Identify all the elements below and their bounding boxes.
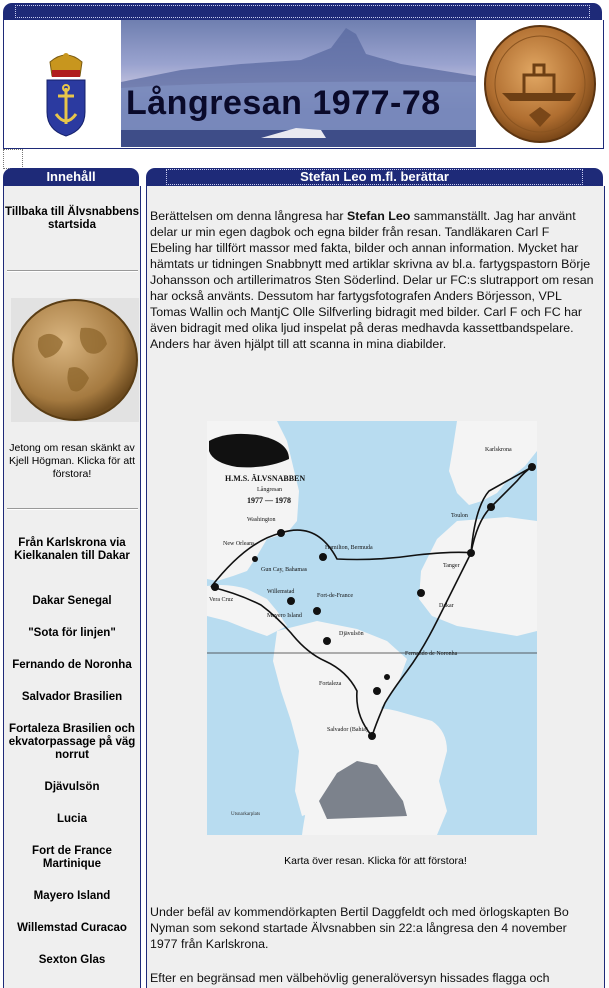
map-label-new-orleans: New Orleans bbox=[223, 541, 255, 547]
sidebar-divider bbox=[7, 270, 138, 272]
coin-caption[interactable]: Jetong om resan skänkt av Kjell Högman. Klicka för att förstora! bbox=[8, 442, 136, 480]
map-label-hamilton: Hamilton, Bermuda bbox=[325, 545, 373, 551]
map-years: 1977 — 1978 bbox=[247, 496, 291, 505]
map-label-salvador: Salvador (Bahia) bbox=[327, 727, 368, 733]
intro-text-rest: sammanställt. Jag har använt delar ur min egen dagbok och egna bilder från resan. Tandläkaren Carl F Ebeling har tillfört massor med fakta, bilder och annan information. Mycket har hämtats ur tidningen Snabbnytt med artiklar skrivna av bl.a. fartygspastorn Börje Johansson och artillerimatros Sten Söderlind. Delar ur FC:s slutrapport om resan har också använts. Dessutom har fartygsfotografen Anders Börjesson, VPL Tomas Wallin och MantjC Olle Silfverling bidragit med bilder. Carl F och FC har även bidragit med olika ljud inspelat på deras medhavda kassettbandspelare. Anders har även hjälpt till att scanna in mina diabilder. bbox=[150, 209, 594, 351]
nav-item-salvador[interactable]: Salvador Brasilien bbox=[21, 691, 123, 703]
nav-item-dakar[interactable]: Dakar Senegal bbox=[32, 595, 112, 607]
map-label-toulon: Toulon bbox=[451, 513, 468, 519]
voyage-start-paragraph: Under befäl av kommendörkapten Bertil Daggfeldt och med örlogskapten Bo Nyman som sekond startade Älvsnabben sin 22:a långresa den 4 november 1977 från Karlskrona. bbox=[150, 905, 569, 951]
author-name: Stefan Leo bbox=[347, 209, 411, 223]
main-heading bbox=[146, 168, 603, 186]
map-label-vera-cruz: Vera Cruz bbox=[209, 597, 234, 603]
jetong-coin-image[interactable] bbox=[11, 298, 139, 422]
nav-item-sota-for-linjen[interactable]: "Sota för linjen" bbox=[28, 627, 116, 639]
header-banner bbox=[121, 20, 476, 147]
map-label-willemstad: Willemstad bbox=[267, 589, 295, 595]
map-label-fort-de-france: Fort-de-France bbox=[317, 593, 353, 599]
map-label-fortaleza: Fortaleza bbox=[319, 681, 342, 687]
map-label-tanger: Tanger bbox=[443, 563, 460, 569]
map-label-fernando: Fernando de Noronha bbox=[405, 651, 458, 657]
map-credit: Utsnarkarplats bbox=[231, 812, 261, 817]
nav-item-fortaleza[interactable]: Fortaleza Brasilien och ekvatorpassage på väg norrut bbox=[8, 723, 136, 761]
sidebar bbox=[3, 186, 141, 988]
sidebar-divider bbox=[7, 508, 138, 510]
map-label-washington: Washington bbox=[247, 517, 276, 523]
top-bar-dotted-frame bbox=[15, 5, 590, 18]
spacer-placeholder bbox=[3, 149, 23, 169]
navy-crest-icon bbox=[44, 50, 88, 140]
map-caption[interactable]: Karta över resan. Klicka för att förstora! bbox=[284, 855, 467, 867]
voyage-map bbox=[207, 421, 537, 835]
top-bar bbox=[3, 3, 602, 20]
overhaul-paragraph: Efter en begränsad men välbehövlig generalöversyn hissades flagga och bbox=[150, 971, 550, 985]
nav-item-djavulson[interactable]: Djävulsön bbox=[44, 781, 100, 793]
sidebar-heading: Innehåll bbox=[3, 168, 139, 186]
back-to-start-link[interactable]: Tillbaka till Älvsnabbens startsida bbox=[5, 206, 139, 231]
nav-item-lucia[interactable]: Lucia bbox=[56, 813, 88, 825]
main-content bbox=[146, 186, 605, 988]
intro-paragraph bbox=[150, 208, 594, 352]
map-label-mayero: Mayero Island bbox=[267, 613, 302, 619]
nav-item-fernando-de-noronha[interactable]: Fernando de Noronha bbox=[12, 659, 132, 671]
main-heading-text: Stefan Leo m.fl. berättar bbox=[300, 169, 449, 184]
ship-medal-icon bbox=[484, 25, 597, 143]
voyage-map-image[interactable] bbox=[207, 421, 537, 835]
nav-item-willemstad[interactable]: Willemstad Curacao bbox=[17, 922, 127, 934]
map-label-dakar: Dakar bbox=[439, 603, 454, 609]
map-label-karlskrona: Karlskrona bbox=[485, 447, 512, 453]
map-subtitle: Långresan bbox=[257, 487, 282, 493]
map-label-gun-cay: Gun Cay, Bahamas bbox=[261, 567, 308, 573]
page-title: Långresan 1977-78 bbox=[126, 84, 441, 122]
map-title: H.M.S. ÄLVSNABBEN bbox=[225, 474, 306, 483]
nav-item-mayero-island[interactable]: Mayero Island bbox=[33, 890, 111, 902]
intro-text-start: Berättelsen om denna långresa har bbox=[150, 209, 347, 223]
page-header bbox=[3, 20, 604, 149]
nav-item-karlskrona-dakar[interactable]: Från Karlskrona via Kielkanalen till Dakar bbox=[14, 537, 130, 562]
nav-item-fort-de-france[interactable]: Fort de France Martinique bbox=[32, 845, 112, 870]
map-label-djavulson: Djävulsön bbox=[339, 631, 364, 637]
nav-item-sexton-glas[interactable]: Sexton Glas bbox=[38, 954, 106, 966]
